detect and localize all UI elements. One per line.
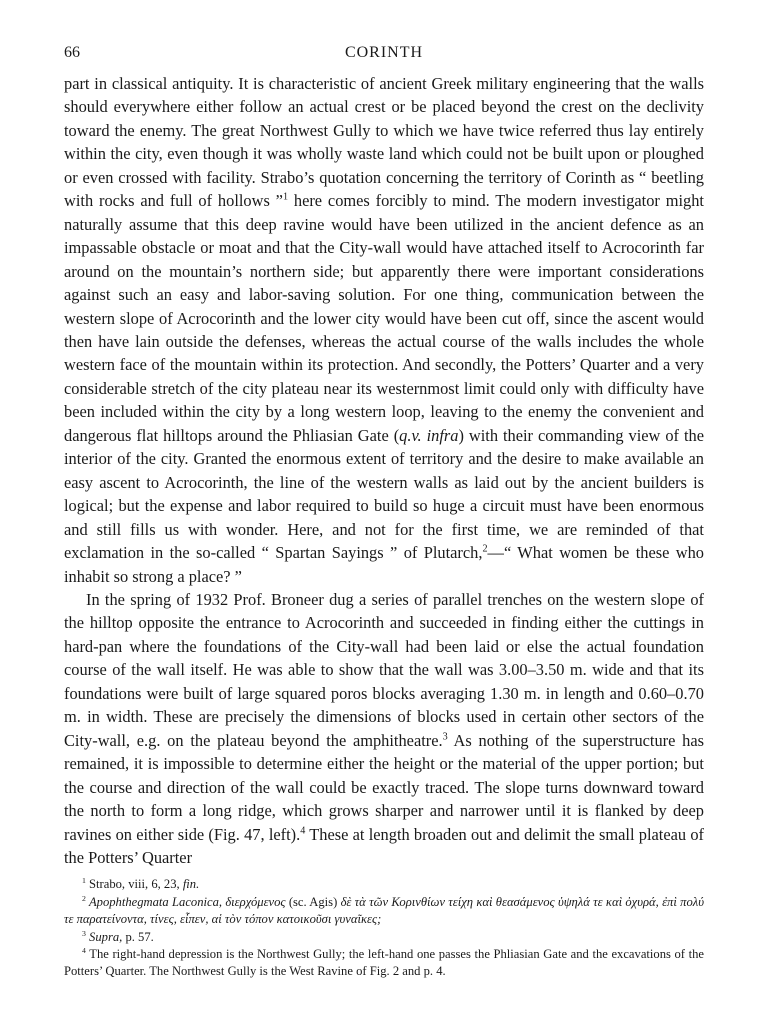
paragraph xyxy=(64,588,704,869)
greek-quotation: δὲ τὰ τῶν Κορινθίων τείχη καὶ θεασάμενος ὑψηλά τε καὶ ὀχυρά, ἐπὶ πολύ τε παρατείνοντα, τίνες, εἶπεν, αἱ τὸν τόπον κατοικοῦσι γυναῖκες; xyxy=(64,894,704,927)
footnote-text: p. 57. xyxy=(122,929,154,944)
footnote xyxy=(64,929,704,946)
footnote-ref: 2 xyxy=(482,543,488,555)
paragraph-text: As nothing of the superstructure has remained, it is impossible to determine either the height or the material of the upper portion; but the course and direction of the wall could be exactly traced. The slope turns downward toward the north to form a long ridge, which grows sharper and narrower until it is flanked by deep ravines on either side (Fig. 47, left). xyxy=(64,730,704,844)
running-head xyxy=(64,44,704,72)
body-text xyxy=(64,72,704,869)
footnote-ref: 4 xyxy=(300,825,306,837)
italic-text: q.v. infra xyxy=(399,425,459,445)
footnotes xyxy=(64,876,704,980)
paragraph xyxy=(64,72,704,588)
footnote-ref: 1 xyxy=(282,191,289,203)
footnote xyxy=(64,876,704,893)
footnote xyxy=(64,894,704,929)
page-number: 66 xyxy=(64,44,80,61)
italic-text: Apophthegmata Laconica, διερχόμενος xyxy=(85,894,286,909)
paragraph-text: —“ What women be these who inhabit so strong a place? ” xyxy=(64,543,704,586)
paragraph-text: These at length broaden out and delimit the small plateau of the Potters’ Quarter xyxy=(64,824,705,867)
paragraph-text: part in classical antiquity. It is characteristic of ancient Greek military engineering that the walls should everywhere either follow an actual crest or be placed beyond the crest on the declivity toward the enemy. The great Northwest Gully to which we have twice referred thus lay entirely within the city, even though it was wholly waste land which could not be built upon or ploughed or even crossed with facility. Strabo’s quotation concerning the territory of Corinth as “ beetling with rocks and full of hollows ” xyxy=(64,74,704,211)
italic-text: Supra, xyxy=(85,929,123,944)
footnote-number: 2 xyxy=(82,893,86,903)
footnote-text: The right-hand depression is the Northwest Gully; the left-hand one passes the Phliasian Gate and the excavations of the Potters’ Quarter. The Northwest Gully is the West Ravine of Fig. 2 and p. 4. xyxy=(64,947,704,979)
paragraph-text: In the spring of 1932 Prof. Broneer dug a series of parallel trenches on the western slope of the hilltop opposite the entrance to Acrocorinth and succeeded in finding either the cuttings in hard-pan where the foundations of the City-wall had been laid or else the actual foundation course of the wall itself. He was able to show that the wall was 3.00–3.50 m. wide and that its foundations were built of large squared poros blocks averaging 1.30 m. in length and 0.60–0.70 m. in width. These are precisely the dimensions of blocks used in certain other sectors of the City-wall, e.g. on the plateau beyond the amphitheatre. xyxy=(64,589,704,750)
book-page xyxy=(64,44,704,981)
footnote-text: (sc. Agis) xyxy=(285,894,341,909)
footnote-ref: 3 xyxy=(442,731,448,743)
italic-text: fin. xyxy=(182,877,200,892)
footnote-number: 3 xyxy=(82,928,86,938)
paragraph-text: ) with their commanding view of the interior of the city. Granted the enormous extent of territory and the desire to make available an easy ascent to Acrocorinth, the line of the western walls as laid out by the ancient builders is logical; but the expense and labor required to build so huge a circuit must have been enormous and still fills us with wonder. Here, and not for the first time, we are reminded of that exclamation in the so-called “ Spartan Sayings ” of Plutarch, xyxy=(64,425,704,563)
footnote-text: Strabo, viii, 6, 23, xyxy=(85,877,183,892)
footnote-number: 1 xyxy=(82,876,86,886)
footnote xyxy=(64,946,704,981)
footnote-number: 4 xyxy=(82,945,86,955)
paragraph-text: here comes forcibly to mind. The modern investigator might naturally assume that this deep ravine would have been utilized in the ancient defence as an impassable obstacle or moat and that the City-wall would have attached itself to Acrocorinth far around on the mountain’s northern side; but apparently there were important considerations against such an easy and labor-saving solution. For one thing, communication between the western slope of Acrocorinth and the lower city would have been cut off, since the ascent would then have lain outside the defenses, whereas the actual course of the walls includes the whole western face of the mountain within its protection. And secondly, the Potters’ Quarter and a very considerable stretch of the city plateau near its westernmost limit could only with difficulty have been included within the city by a long western loop, leaving to the enemy the convenient and dangerous flat hilltops around the Phliasian Gate ( xyxy=(64,191,704,445)
running-title: CORINTH xyxy=(344,44,424,61)
